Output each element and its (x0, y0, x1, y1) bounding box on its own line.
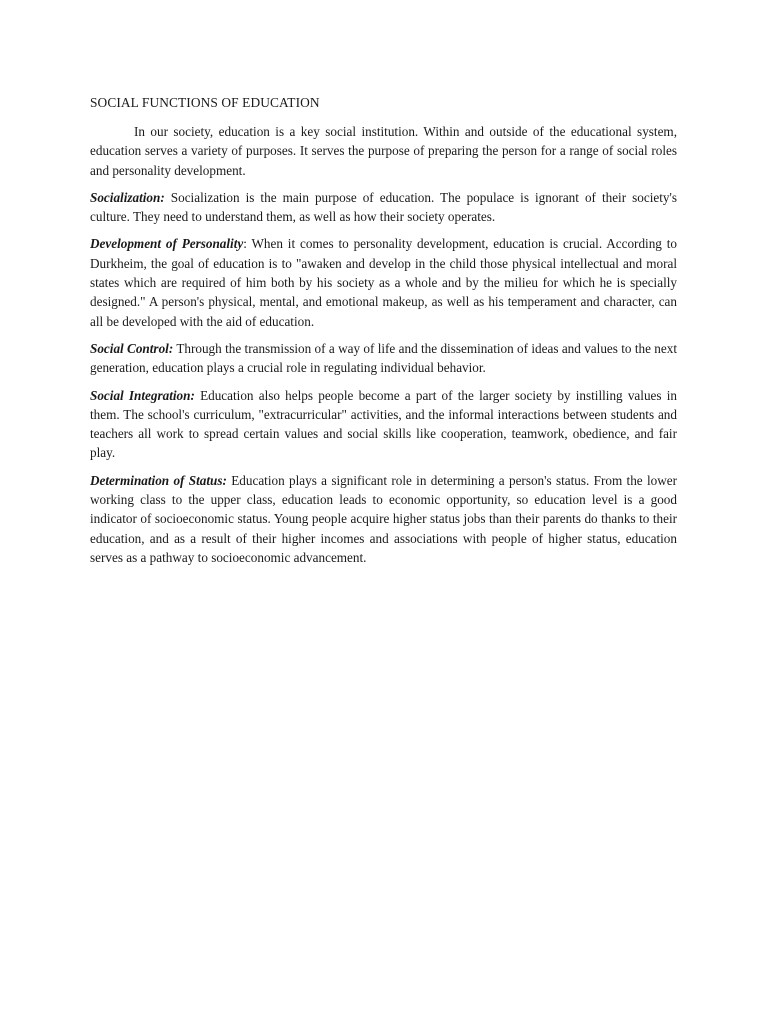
section-social-control (90, 339, 677, 378)
section-term: Socialization: (90, 189, 165, 205)
section-text: Socialization is the main purpose of education. The populace is ignorant of their society's culture. They need to understand them, as well as how their society operates. (90, 189, 677, 225)
section-term: Determination of Status: (90, 472, 227, 488)
section-determination-of-status (90, 471, 677, 567)
section-term: Development of Personality (90, 236, 244, 252)
section-development-of-personality (90, 234, 677, 330)
section-term: Social Integration: (90, 387, 195, 403)
document-title: SOCIAL FUNCTIONS OF EDUCATION (90, 95, 320, 110)
section-text: Education also helps people become a part of the larger society by instilling values in them. The school's curriculum, "extracurricular" activities, and the informal interactions between students and teachers all work to spread certain values and social skills like cooperation, teamwork, obedience, and fair play. (90, 387, 677, 461)
section-term: Social Control: (90, 340, 174, 356)
section-social-integration (90, 386, 677, 463)
section-text: Through the transmission of a way of life and the dissemination of ideas and values to the next generation, education plays a crucial role in regulating individual behavior. (90, 340, 677, 376)
section-socialization (90, 188, 677, 227)
document-page (90, 94, 677, 575)
section-text: Education plays a significant role in determining a person's status. From the lower working class to the upper class, education leads to economic opportunity, so education level is a good indicator of socioeconomic status. Young people acquire higher status jobs than their parents do thanks to their education, and as a result of their higher incomes and associations with people of higher status, education serves as a pathway to socioeconomic advancement. (90, 472, 678, 565)
intro-paragraph: In our society, education is a key social institution. Within and outside of the educational system, education serves a variety of purposes. It serves the purpose of preparing the person for a range of social roles and personality development. (90, 124, 677, 178)
section-text: : When it comes to personality development, education is crucial. According to Durkheim, the goal of education is to "awaken and develop in the child those physical intellectual and moral states which are required of him both by his society as a whole and by the milieu for which he is specially designed." A person's physical, mental, and emotional makeup, as well as his temperament and character, can all be developed with the aid of education. (90, 236, 677, 329)
